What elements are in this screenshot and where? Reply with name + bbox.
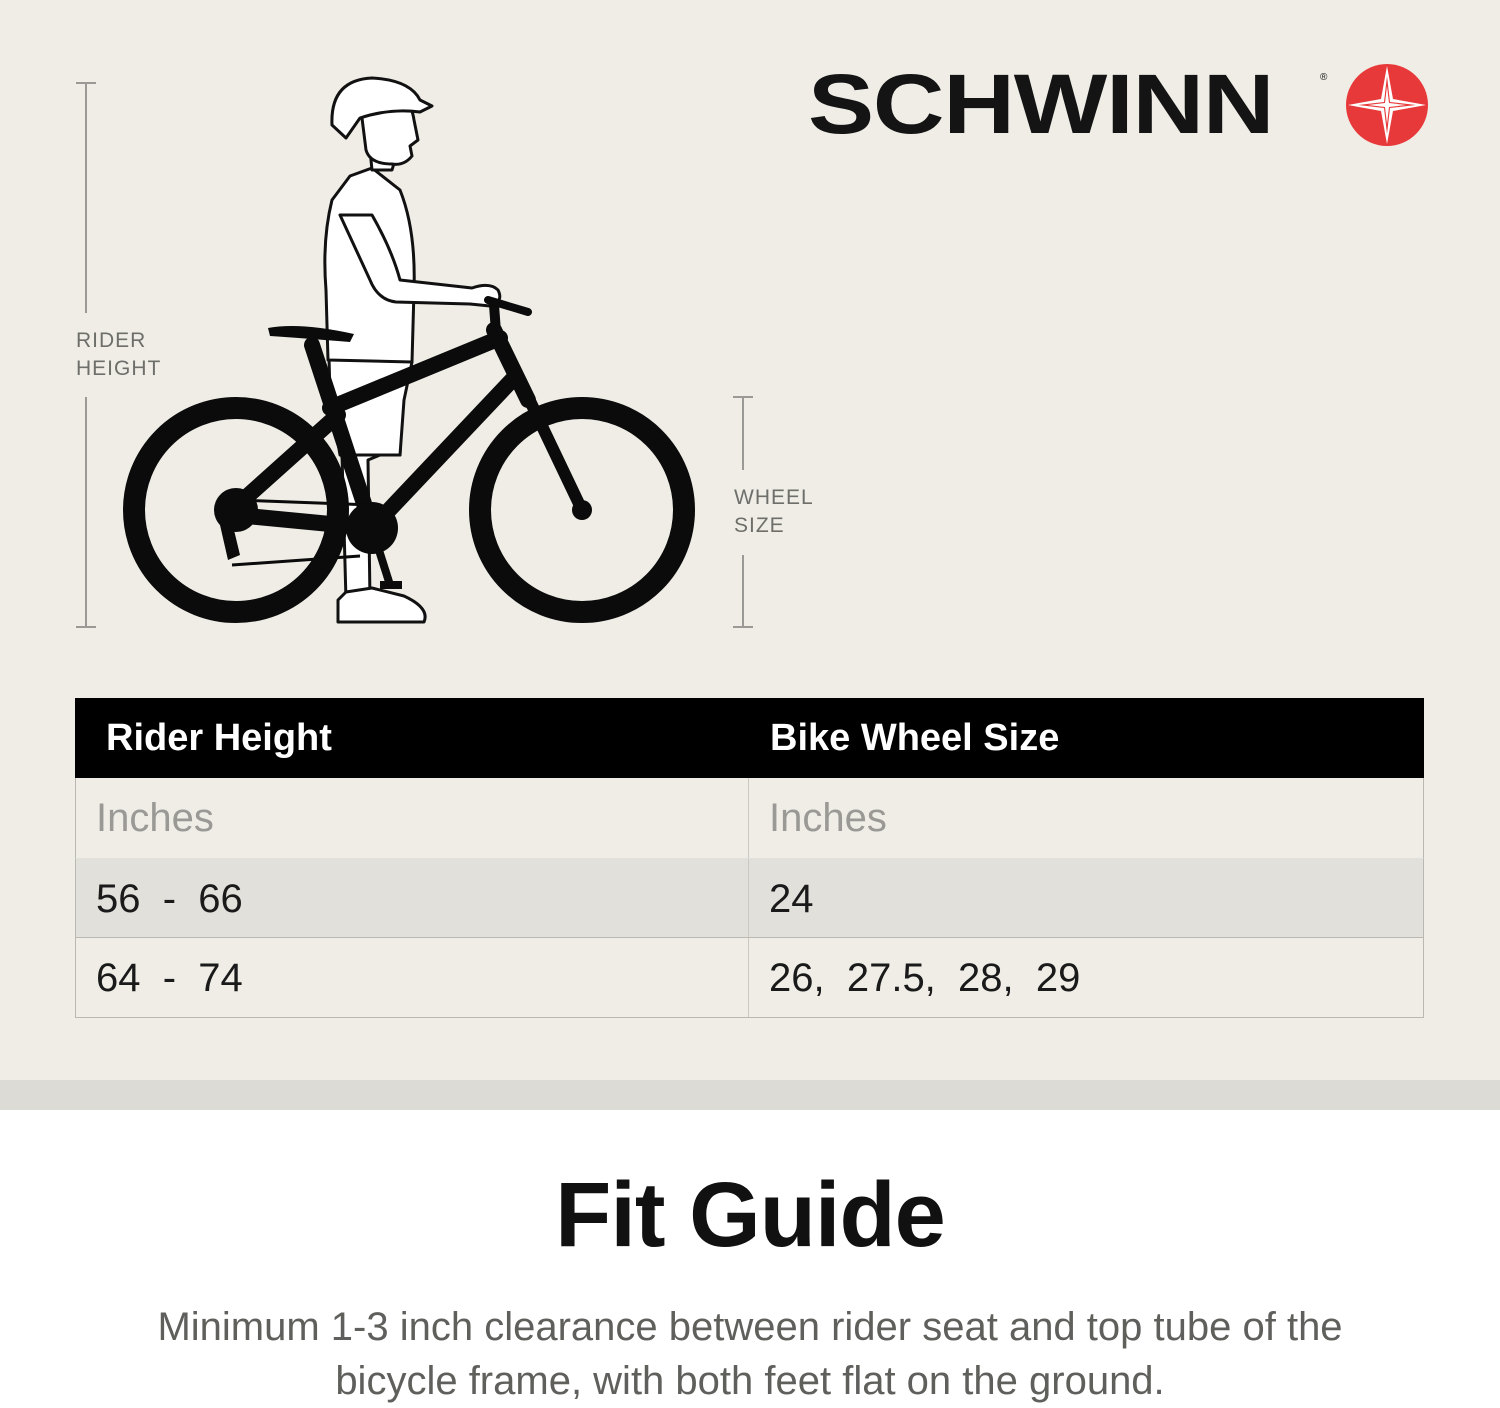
header-rider-height: Rider Height [106, 717, 332, 759]
rider-height-label: RIDER HEIGHT [76, 329, 162, 380]
schwinn-star-icon [1342, 60, 1432, 150]
wheel-size-label: WHEEL SIZE [734, 486, 814, 537]
table-header [75, 698, 1424, 778]
registered-mark: ® [1320, 72, 1328, 83]
cell-wheel-size: 24 [769, 877, 814, 921]
unit-rider-height: Inches [76, 778, 749, 858]
cell-rider-height: 64 - 74 [76, 938, 749, 1017]
fit-guide-description: Minimum 1-3 inch clearance between rider seat and top tube of the bicycle frame, with both feet flat on the ground. [157, 1305, 1343, 1403]
brand-wordmark: SCHWINN [808, 57, 1274, 151]
table-row [75, 938, 1424, 1018]
cell-rider-height: 56 - 66 [76, 859, 749, 937]
unit-wheel-size: Inches [769, 796, 887, 840]
table-row-units [75, 778, 1424, 858]
size-table [75, 698, 1424, 1018]
rider-with-bike-illustration [60, 60, 860, 660]
table-row [75, 858, 1424, 938]
schwinn-logo [808, 57, 1428, 151]
cell-wheel-size: 26, 27.5, 28, 29 [769, 956, 1081, 1000]
divider-band [0, 1080, 1500, 1110]
header-bike-wheel-size: Bike Wheel Size [770, 717, 1060, 759]
fit-guide-title: Fit Guide [555, 1164, 945, 1266]
